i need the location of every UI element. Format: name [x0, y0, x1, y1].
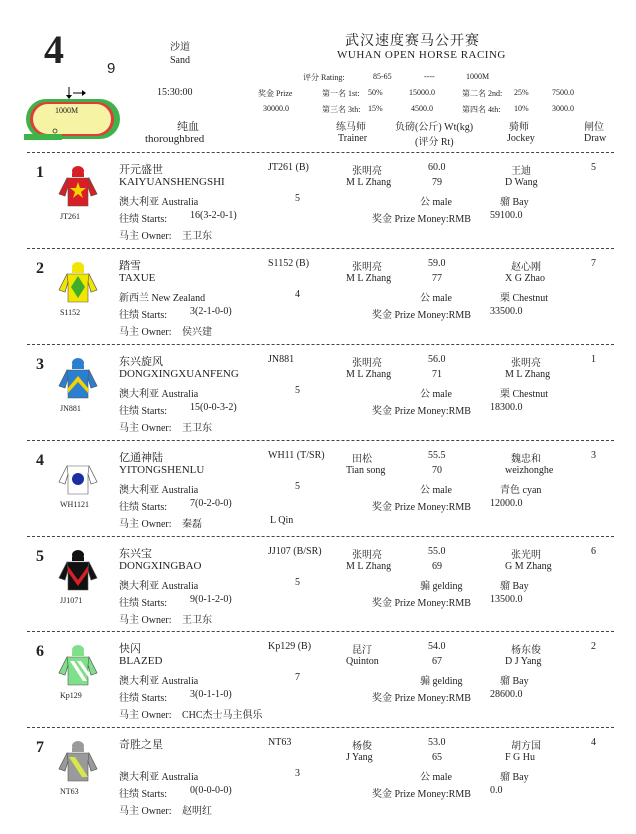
race-number: 4: [44, 27, 64, 72]
horse-age: 4: [295, 289, 300, 300]
owner-name: 侯兴建: [182, 327, 212, 338]
col-draw-cn: 闸位: [584, 122, 604, 133]
horse-row: [0, 440, 636, 536]
starts-record: 3(2-1-0-0): [190, 306, 232, 317]
rating-label: 评分 Rating:: [303, 73, 345, 82]
prize-label: 奖金 Prize: [258, 89, 293, 98]
starts-label: 往绩 Starts:: [119, 214, 168, 225]
third-label: 第三名 3th:: [322, 105, 361, 114]
weight: 55.0: [428, 546, 446, 557]
horse-row: [0, 727, 636, 823]
silk-code: S1152: [60, 308, 81, 317]
horse-sex: 公 male: [420, 389, 452, 400]
rating-dash: ----: [424, 72, 435, 81]
second-pct: 25%: [514, 88, 529, 97]
silk-code: NT63: [60, 787, 79, 796]
owner-label: 马主 Owner:: [119, 615, 172, 626]
fourth-label: 第四名 4th:: [462, 105, 501, 114]
trainer-cn: 张明亮: [352, 358, 382, 369]
prize-money-label: 奖金 Prize Money:RMB: [372, 214, 471, 225]
owner-name: CHC杰士马主俱乐: [182, 710, 263, 721]
starts-record: 9(0-1-2-0): [190, 594, 232, 605]
breed-en: thoroughbred: [145, 133, 205, 145]
rating: 79: [432, 177, 442, 188]
horse-code: S1152 (B): [268, 258, 310, 269]
horse-origin: 澳大利亚 Australia: [119, 485, 199, 496]
horse-color: 栗 Chestnut: [500, 389, 549, 400]
prize-money-label: 奖金 Prize Money:RMB: [372, 406, 471, 417]
horse-color: 骝 Bay: [500, 581, 529, 592]
owner-name: 王卫东: [182, 231, 212, 242]
prize-money: 13500.0: [490, 594, 523, 605]
horse-row: [0, 631, 636, 727]
trainer-en: Tian song: [346, 465, 386, 476]
horse-sex: 公 male: [420, 485, 452, 496]
prize-money: 33500.0: [490, 306, 523, 317]
horse-name-cn: 开元盛世: [119, 164, 163, 176]
silk-code: JT261: [60, 212, 80, 221]
owner-name: 秦磊: [182, 519, 202, 530]
col-weight-en: (评分 Rt): [415, 137, 454, 148]
trainer-cn: 杨俊: [352, 741, 372, 752]
starts-record: 7(0-2-0-0): [190, 498, 232, 509]
trainer-cn: 张明亮: [352, 262, 382, 273]
jockey-cn: 赵心刚: [511, 262, 541, 273]
trainer-cn: 昆汀: [352, 645, 372, 656]
race-distance: 1000M: [466, 72, 490, 81]
prize-money: 28600.0: [490, 689, 523, 700]
starts-label: 往绩 Starts:: [119, 310, 168, 321]
jockey-en: D Wang: [505, 177, 538, 188]
horse-number: 4: [36, 452, 44, 469]
weight: 55.5: [428, 450, 446, 461]
second-label: 第二名 2nd:: [462, 89, 503, 98]
col-draw-en: Draw: [584, 133, 607, 144]
prize-money-label: 奖金 Prize Money:RMB: [372, 598, 471, 609]
second-amt: 7500.0: [552, 88, 574, 97]
silk-code: WH1121: [60, 500, 90, 509]
horse-name-cn: 亿通神陆: [119, 452, 163, 464]
col-jockey-cn: 骑师: [509, 122, 529, 133]
owner-label: 马主 Owner:: [119, 710, 172, 721]
horse-row: [0, 344, 636, 440]
horse-sex: 公 male: [420, 772, 452, 783]
first-label: 第一名 1st:: [322, 89, 360, 98]
jockey-silk-icon: [55, 643, 101, 689]
jockey-en: weizhonghe: [505, 465, 554, 476]
horse-age: 5: [295, 481, 300, 492]
starts-record: 3(0-1-1-0): [190, 689, 232, 700]
horse-number: 5: [36, 548, 44, 565]
owner-label: 马主 Owner:: [119, 423, 172, 434]
rating: 70: [432, 465, 442, 476]
horse-age: 5: [295, 193, 300, 204]
horse-name-cn: 快闪: [119, 643, 141, 655]
starts-label: 往绩 Starts:: [119, 502, 168, 513]
horse-code: NT63: [268, 737, 292, 748]
draw-number: 7: [591, 258, 596, 269]
horse-name-en: BLAZED: [119, 655, 163, 667]
owner-name: 赵明红: [182, 806, 212, 817]
horse-name-en: YITONGSHENLU: [119, 464, 205, 476]
horse-name-en: KAIYUANSHENGSHI: [119, 176, 225, 188]
jockey-cn: 魏忠和: [511, 454, 541, 465]
horse-age: 5: [295, 577, 300, 588]
horse-name-en: DONGXINGBAO: [119, 560, 202, 572]
horse-name-en: DONGXINGXUANFENG: [119, 368, 239, 380]
horse-code: Kp129 (B): [268, 641, 312, 652]
starts-label: 往绩 Starts:: [119, 693, 168, 704]
silk-code: JN881: [60, 404, 81, 413]
weight: 54.0: [428, 641, 446, 652]
dot-icon: [72, 473, 84, 485]
draw-number: 2: [591, 641, 596, 652]
prize-money-label: 奖金 Prize Money:RMB: [372, 502, 471, 513]
race-title-en: WUHAN OPEN HORSE RACING: [337, 49, 506, 61]
horse-sex: 骟 gelding: [420, 581, 463, 592]
horse-color: 骝 Bay: [500, 772, 529, 783]
horse-origin: 新西兰 New Zealand: [119, 293, 206, 304]
draw-number: 6: [591, 546, 596, 557]
weight: 60.0: [428, 162, 446, 173]
first-amt: 15000.0: [409, 88, 435, 97]
starts-record: 0(0-0-0-0): [190, 785, 232, 796]
horse-number: 2: [36, 260, 44, 277]
breed-cn: 纯血: [177, 121, 199, 133]
third-pct: 15%: [368, 104, 383, 113]
owner-label: 马主 Owner:: [119, 806, 172, 817]
horse-age: 3: [295, 768, 300, 779]
horse-code: JJ107 (B/SR): [268, 546, 322, 557]
surface-cn: 沙道: [170, 42, 190, 53]
starts-label: 往绩 Starts:: [119, 406, 168, 417]
owner-name: 王卫东: [182, 423, 212, 434]
horse-code: WH11 (T/SR): [268, 450, 325, 461]
horse-origin: 澳大利亚 Australia: [119, 676, 199, 687]
rating-value: 85-65: [373, 72, 392, 81]
horse-origin: 澳大利亚 Australia: [119, 772, 199, 783]
owner-label: 马主 Owner:: [119, 327, 172, 338]
jockey-cn: 王迪: [511, 166, 531, 177]
race-title-cn: 武汉速度赛马公开赛: [345, 34, 480, 49]
jockey-en: G M Zhang: [505, 561, 552, 572]
rating: 65: [432, 752, 442, 763]
starts-record: 15(0-0-3-2): [190, 402, 237, 413]
col-trainer-cn: 练马师: [336, 122, 366, 133]
prize-value: 30000.0: [263, 104, 289, 113]
jockey-cn: 张光明: [511, 550, 541, 561]
horse-code: JT261 (B): [268, 162, 309, 173]
weight: 56.0: [428, 354, 446, 365]
horse-row: [0, 536, 636, 632]
draw-number: 3: [591, 450, 596, 461]
horse-number: 7: [36, 739, 44, 756]
runner-count: 9: [107, 60, 116, 77]
horse-age: 5: [295, 385, 300, 396]
jockey-silk-icon: [55, 260, 101, 306]
horse-number: 6: [36, 643, 44, 660]
race-time: 15:30:00: [157, 87, 193, 98]
horse-name-cn: 奇胜之星: [119, 739, 163, 751]
horse-origin: 澳大利亚 Australia: [119, 581, 199, 592]
horse-origin: 澳大利亚 Australia: [119, 197, 199, 208]
horse-age: 7: [295, 672, 300, 683]
surface-en: Sand: [170, 55, 190, 66]
horse-number: 3: [36, 356, 44, 373]
fourth-pct: 10%: [514, 104, 529, 113]
owner-label: 马主 Owner:: [119, 231, 172, 242]
trainer-cn: 张明亮: [352, 550, 382, 561]
jockey-en: M L Zhang: [505, 369, 551, 380]
draw-number: 1: [591, 354, 596, 365]
jockey-cn: 胡方国: [511, 741, 541, 752]
jockey-silk-icon: [55, 164, 101, 210]
starts-record: 16(3-2-0-1): [190, 210, 237, 221]
third-amt: 4500.0: [411, 104, 433, 113]
horse-color: 骝 Bay: [500, 676, 529, 687]
horse-row: [0, 248, 636, 344]
first-pct: 50%: [368, 88, 383, 97]
weight: 53.0: [428, 737, 446, 748]
horse-code: JN881: [268, 354, 295, 365]
col-weight-cn: 负磅(公斤) Wt(kg): [395, 122, 474, 133]
prize-money: 59100.0: [490, 210, 523, 221]
owner-extra: L Qin: [270, 515, 294, 526]
horse-name-en: TAXUE: [119, 272, 156, 284]
trainer-en: M L Zhang: [346, 177, 392, 188]
prize-money-label: 奖金 Prize Money:RMB: [372, 693, 471, 704]
starts-label: 往绩 Starts:: [119, 598, 168, 609]
fourth-amt: 3000.0: [552, 104, 574, 113]
horse-origin: 澳大利亚 Australia: [119, 389, 199, 400]
prize-money: 0.0: [490, 785, 503, 796]
owner-name: 王卫东: [182, 615, 212, 626]
trainer-en: M L Zhang: [346, 561, 392, 572]
jockey-cn: 张明亮: [511, 358, 541, 369]
trainer-en: M L Zhang: [346, 273, 392, 284]
jockey-silk-icon: [55, 356, 101, 402]
horse-name-cn: 东兴旋风: [119, 356, 163, 368]
horse-color: 青色 cyan: [500, 485, 542, 496]
prize-money: 18300.0: [490, 402, 523, 413]
trainer-en: Quinton: [346, 656, 379, 667]
trainer-cn: 田松: [352, 454, 372, 465]
horse-color: 栗 Chestnut: [500, 293, 549, 304]
jockey-cn: 杨东俊: [511, 645, 541, 656]
jockey-en: X G Zhao: [505, 273, 545, 284]
horse-sex: 公 male: [420, 293, 452, 304]
jockey-silk-icon: [55, 452, 101, 498]
rating: 67: [432, 656, 442, 667]
horse-color: 骝 Bay: [500, 197, 529, 208]
prize-money: 12000.0: [490, 498, 523, 509]
rating: 71: [432, 369, 442, 380]
weight: 59.0: [428, 258, 446, 269]
horse-number: 1: [36, 164, 44, 181]
silk-code: Kp129: [60, 691, 82, 700]
horse-sex: 骟 gelding: [420, 676, 463, 687]
jockey-en: F G Hu: [505, 752, 536, 763]
track-distance: 1000M: [55, 106, 79, 115]
draw-number: 4: [591, 737, 596, 748]
horse-sex: 公 male: [420, 197, 452, 208]
trainer-en: M L Zhang: [346, 369, 392, 380]
prize-money-label: 奖金 Prize Money:RMB: [372, 310, 471, 321]
prize-money-label: 奖金 Prize Money:RMB: [372, 789, 471, 800]
silk-code: JJ1071: [60, 596, 83, 605]
trainer-en: J Yang: [346, 752, 373, 763]
rating: 77: [432, 273, 442, 284]
jockey-en: D J Yang: [505, 656, 542, 667]
horse-name-cn: 东兴宝: [119, 548, 152, 560]
jockey-silk-icon: [55, 548, 101, 594]
trainer-cn: 张明亮: [352, 166, 382, 177]
starts-label: 往绩 Starts:: [119, 789, 168, 800]
horse-name-cn: 踏雪: [119, 260, 141, 272]
draw-number: 5: [591, 162, 596, 173]
col-jockey-en: Jockey: [507, 133, 535, 144]
jockey-silk-icon: [55, 739, 101, 785]
owner-label: 马主 Owner:: [119, 519, 172, 530]
rating: 69: [432, 561, 442, 572]
horse-row: [0, 152, 636, 248]
col-trainer-en: Trainer: [338, 133, 368, 144]
